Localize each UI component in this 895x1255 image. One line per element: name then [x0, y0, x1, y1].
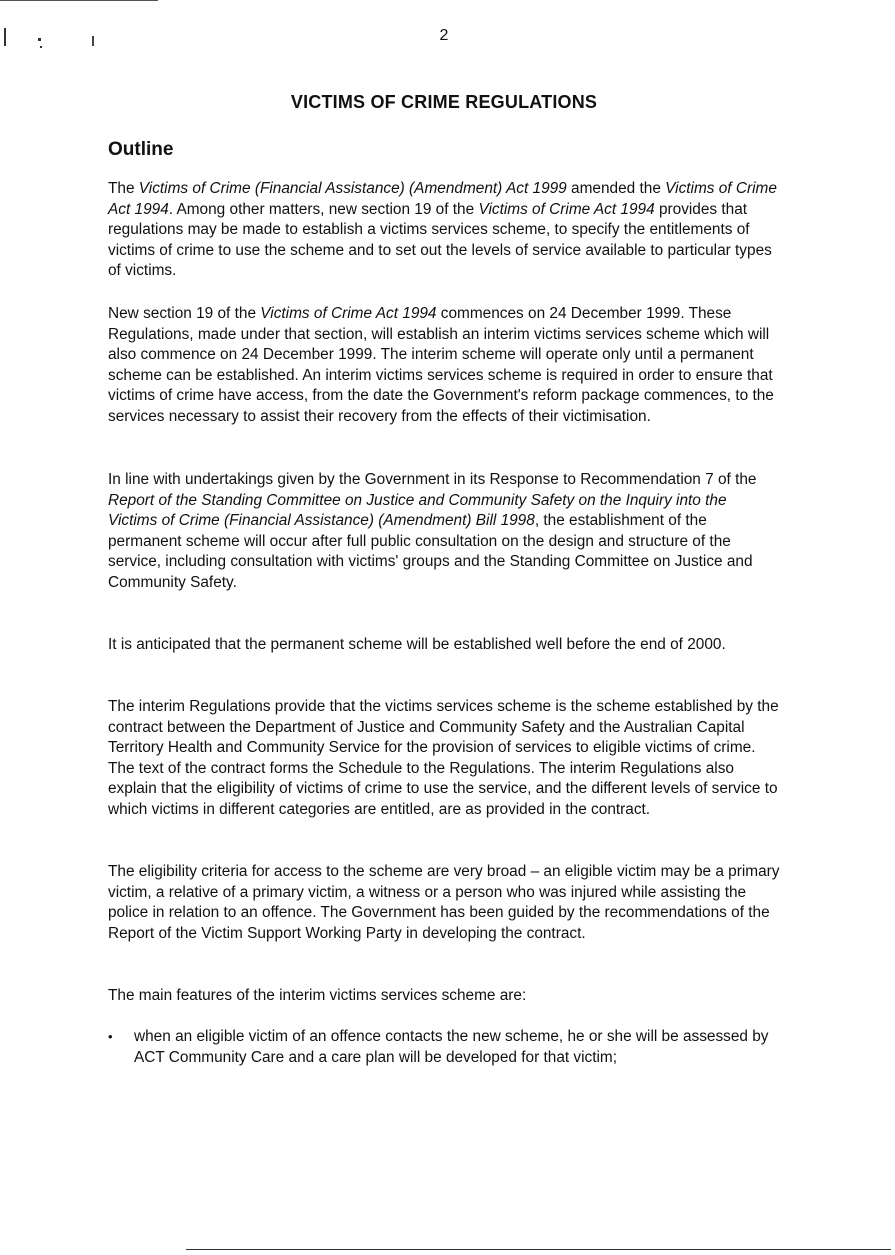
- document-title: VICTIMS OF CRIME REGULATIONS: [290, 92, 598, 112]
- paragraph-4: It is anticipated that the permanent scheme will be established well before the end of 2000.: [108, 636, 726, 653]
- act-title: Victims of Crime Act 1994: [260, 305, 437, 322]
- scan-speck: [40, 46, 42, 48]
- paragraph-text: , the establishment of the permanent scheme will occur after full public consultation on the design and structure of the service, including consultation with victims' groups and the Standing Committee on Justice and Community Safety.: [108, 512, 753, 591]
- paragraph-text: The: [108, 180, 139, 197]
- act-title: Victims of Crime (Financial Assistance) (Amendment) Act 1999: [138, 180, 567, 197]
- paragraph-text: New section 19 of the: [108, 305, 261, 322]
- list-item-text: when an eligible victim of an offence contacts the new scheme, he or she will be assessed by ACT Community Care and a care plan will be developed for that victim;: [134, 1028, 769, 1066]
- list-item: [108, 1027, 780, 1068]
- bullet-icon: •: [108, 1029, 113, 1044]
- paragraph-1: [108, 179, 780, 282]
- section-heading-outline: Outline: [108, 139, 174, 160]
- features-list: [108, 1027, 780, 1068]
- paragraph-5: The interim Regulations provide that the victims services scheme is the scheme established by the contract between the Department of Justice and Community Safety and the Australian Capital Territory Health and Community Service for the provision of services to eligible victims of crime. The text of the contract forms the Schedule to the Regulations. The interim Regulations also explain that the eligibility of victims of crime to use the service, and the different levels of service to which victims in different categories are entitled, are as provided in the contract.: [108, 698, 779, 818]
- paragraph-text: . Among other matters, new section 19 of the: [168, 200, 479, 218]
- paragraph-6: The eligibility criteria for access to the scheme are very broad – an eligible victim may be a primary victim, a relative of a primary victim, a witness or a person who was injured while assisting the police in relation to an offence. The Government has been guided by the recommendations of the Report of the Victim Support Working Party in developing the contract.: [108, 863, 780, 942]
- paragraph-text: amended the: [566, 180, 666, 197]
- paragraph-text: In line with undertakings given by the Government in its Response to Recommendation 7 of the: [108, 471, 757, 488]
- paragraph-2: [108, 304, 780, 428]
- scan-edge-bottom: [186, 1249, 891, 1250]
- paragraph-text: provides that regulations may be made to establish a victims services scheme, to specify the entitlements of victims of crime to use the scheme and to set out the levels of service available to particular types of victims.: [108, 200, 772, 280]
- act-title: Victims of Crime Act 1994: [478, 200, 655, 218]
- page-number: 2: [439, 27, 449, 44]
- paragraph-3: [108, 470, 780, 594]
- scan-edge-top: [0, 0, 158, 1]
- act-title: Victims of Crime Act 1994: [108, 180, 777, 218]
- paragraph-7: The main features of the interim victims services scheme are:: [108, 987, 527, 1004]
- paragraph-text: commences on 24 December 1999. These Regulations, made under that section, will establish an interim victims services scheme which will also commence on 24 December 1999. The interim scheme will operate only until a permanent scheme can be established. An interim victims services scheme is required in order to ensure that victims of crime have access, from the date the Government's reform package commences, to the services necessary to assist their recovery from the effects of their victimisation.: [108, 305, 774, 425]
- report-title: Report of the Standing Committee on Justice and Community Safety on the Inquiry into the Victims of Crime (Financial Assistance) (Amendment) Bill 1998: [108, 491, 727, 530]
